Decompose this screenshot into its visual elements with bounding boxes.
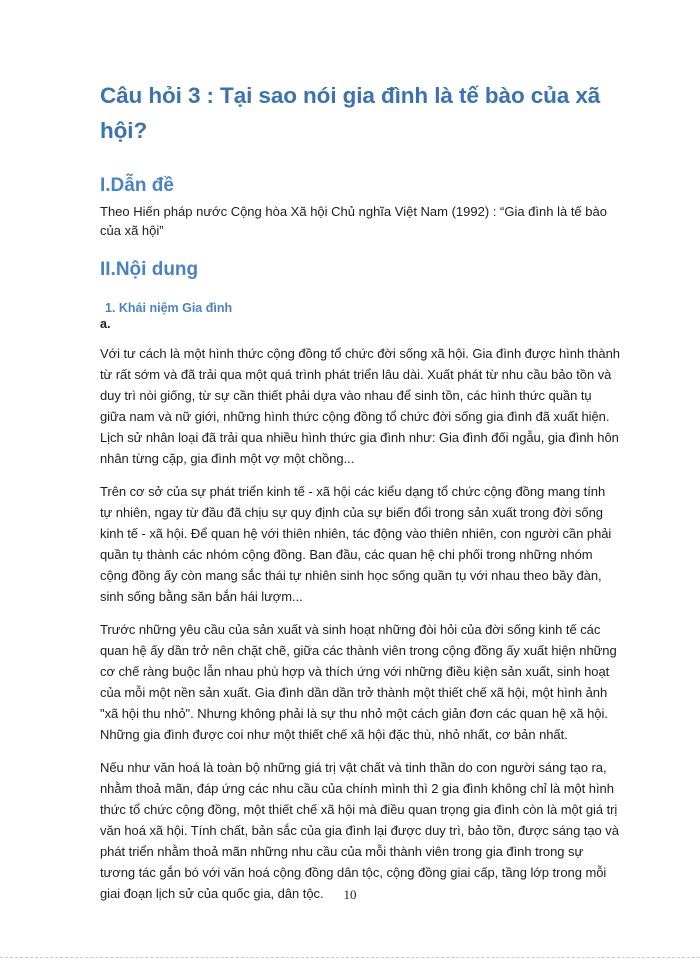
section-heading-content: II.Nội dung	[100, 259, 199, 280]
subsection-heading-family-concept: 1. Khái niệm Gia đình	[105, 301, 233, 315]
page-number: 10	[343, 887, 357, 902]
body-paragraph: Trên cơ sở của sự phát triển kinh tế - xã hội các kiểu dạng tổ chức cộng đồng mang tính tự nhiên, ngay từ đầu đã chịu sự quy định của sự biến đổi trong sản xuất trong đời sống kinh tế - xã hội. Để quan hệ với thiên nhiên, tác động vào thiên nhiên, con người cần phải quần tụ thành các nhóm cộng đồng. Ban đầu, các quan hệ chi phối trong những nhóm cộng đồng ấy còn mang sắc thái tự nhiên sinh học sống quần tụ với nhau theo bầy đàn, sinh sống bằng săn bắn hái lượm...	[100, 484, 612, 604]
page-boundary-divider	[0, 957, 700, 958]
introduction-text: Theo Hiến pháp nước Cộng hòa Xã hội Chủ nghĩa Việt Nam (1992) : “Gia đình là tế bào của xã hội”	[100, 204, 607, 238]
body-paragraph: Với tư cách là một hình thức cộng đồng tổ chức đời sống xã hội. Gia đình được hình thành từ rất sớm và đã trải qua một quá trình phát triển lâu dài. Xuất phát từ nhu cầu bảo tồn và duy trì nòi giống, từ sự cần thiết phải dựa vào nhau để sinh tồn, các hình thức quần tụ giữa nam và nữ giới, những hình thức cộng đồng tổ chức đời sống gia đình đã xuất hiện. Lịch sử nhân loại đã trải qua nhiều hình thức gia đình như: Gia đình đối ngẫu, gia đình hôn nhân từng cặp, gia đình một vợ một chồng...	[100, 346, 620, 466]
body-paragraph: Nếu như văn hoá là toàn bộ những giá trị vật chất và tinh thần do con người sáng tạo ra, nhằm thoả mãn, đáp ứng các nhu cầu của chính mình thì 2 gia đình không chỉ là một hình thức tổ chức cộng đồng, một thiết chế xã hội mà điều quan trọng gia đình còn là một giá trị văn hoá xã hội. Tính chất, bản sắc của gia đình lại được duy trì, bảo tồn, được sáng tạo và phát triển nhằm thoả mãn những nhu cầu của mỗi thành viên trong gia đình trong sự tương tác gắn bó với văn hoá cộng đồng dân tộc, cộng đồng giai cấp, tầng lớp trong mỗi giai đoạn lịch sử của quốc gia, dân tộc.	[100, 760, 619, 901]
section-heading-introduction: I.Dẫn đề	[100, 175, 174, 196]
page-title: Câu hỏi 3 : Tại sao nói gia đình là tế bào của xã hội?	[100, 83, 601, 143]
page-content	[100, 78, 620, 904]
subsection-label: a.	[100, 317, 111, 331]
body-paragraph: Trước những yêu cầu của sản xuất và sinh hoạt những đòi hỏi của đời sống kinh tế các quan hệ ấy dần trở nên chặt chẽ, giữa các thành viên trong cộng đồng ấy xuất hiện những cơ chế ràng buộc lẫn nhau phù hợp và thích ứng với những điều kiện sản xuất, sinh hoạt của mỗi một nền sản xuất. Gia đình dần dần trở thành một thiết chế xã hội, một hình ảnh "xã hội thu nhỏ". Nhưng không phải là sự thu nhỏ một cách giản đơn các quan hệ xã hội. Những gia đình được coi như một thiết chế xã hội đặc thù, nhỏ nhất, cơ bản nhất.	[100, 622, 617, 742]
